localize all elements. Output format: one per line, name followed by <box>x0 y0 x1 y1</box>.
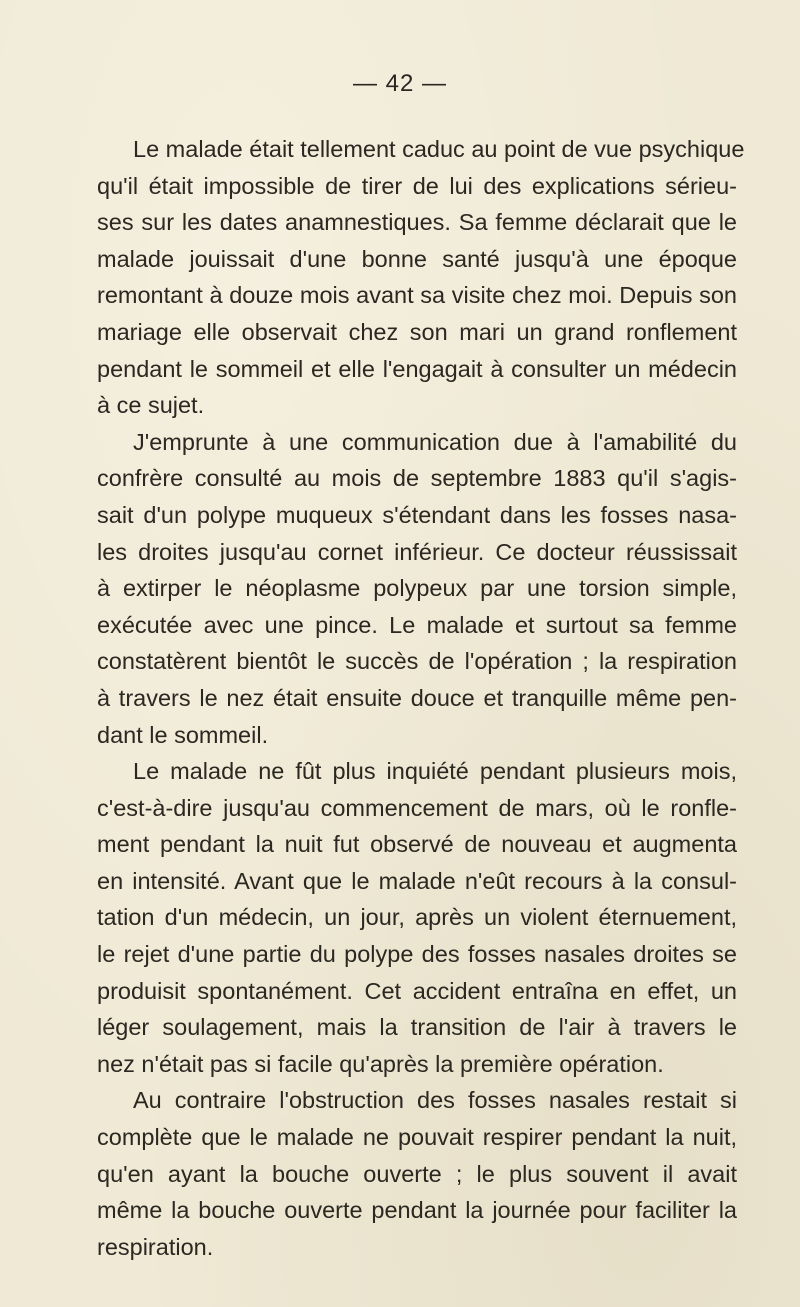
text-line: Le malade ne fût plus inquiété pendant plusieurs mois, <box>133 758 737 785</box>
text-line: léger soulagement, mais la transition de l'air à travers le <box>97 1014 737 1041</box>
text-line: en intensité. Avant que le malade n'eût recours à la consul- <box>97 867 737 894</box>
text-line: à extirper le néoplasme polypeux par une torsion simple, <box>97 575 737 602</box>
text-line: tation d'un médecin, un jour, après un violent éternuement, <box>97 904 737 931</box>
text-line: le rejet d'une partie du polype des fosses nasales droites se <box>97 941 737 968</box>
text-line: même la bouche ouverte pendant la journée pour faciliter la <box>97 1197 737 1224</box>
page-number: — 42 — <box>352 70 448 97</box>
text-line: pendant le sommeil et elle l'engagait à consulter un médecin <box>97 355 737 382</box>
text-line: c'est-à-dire jusqu'au commencement de mars, où le ronfle- <box>97 794 737 821</box>
text-line: les droites jusqu'au cornet inférieur. Ce docteur réussissait <box>97 538 737 565</box>
text-line: dant le sommeil. <box>97 721 269 748</box>
text-line: mariage elle observait chez son mari un grand ronflement <box>97 318 737 345</box>
text-line: remontant à douze mois avant sa visite chez moi. Depuis son <box>97 282 737 309</box>
text-line: nez n'était pas si facile qu'après la première opération. <box>97 1050 664 1077</box>
text-line: malade jouissait d'une bonne santé jusqu'à une époque <box>97 245 737 272</box>
text-line: complète que le malade ne pouvait respirer pendant la nuit, <box>97 1124 737 1151</box>
text-line: confrère consulté au mois de septembre 1883 qu'il s'agis- <box>97 465 737 492</box>
text-line: à ce sujet. <box>97 392 205 419</box>
text-line: respiration. <box>97 1233 214 1260</box>
text-line: constatèrent bientôt le succès de l'opération ; la respiration <box>97 648 737 675</box>
text-line: sait d'un polype muqueux s'étendant dans les fosses nasa- <box>97 501 737 528</box>
text-line: à travers le nez était ensuite douce et tranquille même pen- <box>97 684 737 711</box>
text-line: ses sur les dates anamnestiques. Sa femme déclarait que le <box>97 209 737 236</box>
text-line: qu'en ayant la bouche ouverte ; le plus souvent il avait <box>97 1160 737 1187</box>
text-line: J'emprunte à une communication due à l'amabilité du <box>133 428 737 455</box>
text-line: Au contraire l'obstruction des fosses nasales restait si <box>133 1087 737 1114</box>
text-line: qu'il était impossible de tirer de lui des explications sérieu- <box>97 172 737 199</box>
body-text <box>97 131 745 1265</box>
text-line: Le malade était tellement caduc au point de vue psychique <box>133 136 745 162</box>
text-line: ment pendant la nuit fut observé de nouveau et augmenta <box>97 831 737 858</box>
text-line: produisit spontanément. Cet accident entraîna en effet, un <box>97 977 737 1004</box>
text-line: exécutée avec une pince. Le malade et surtout sa femme <box>97 611 737 638</box>
